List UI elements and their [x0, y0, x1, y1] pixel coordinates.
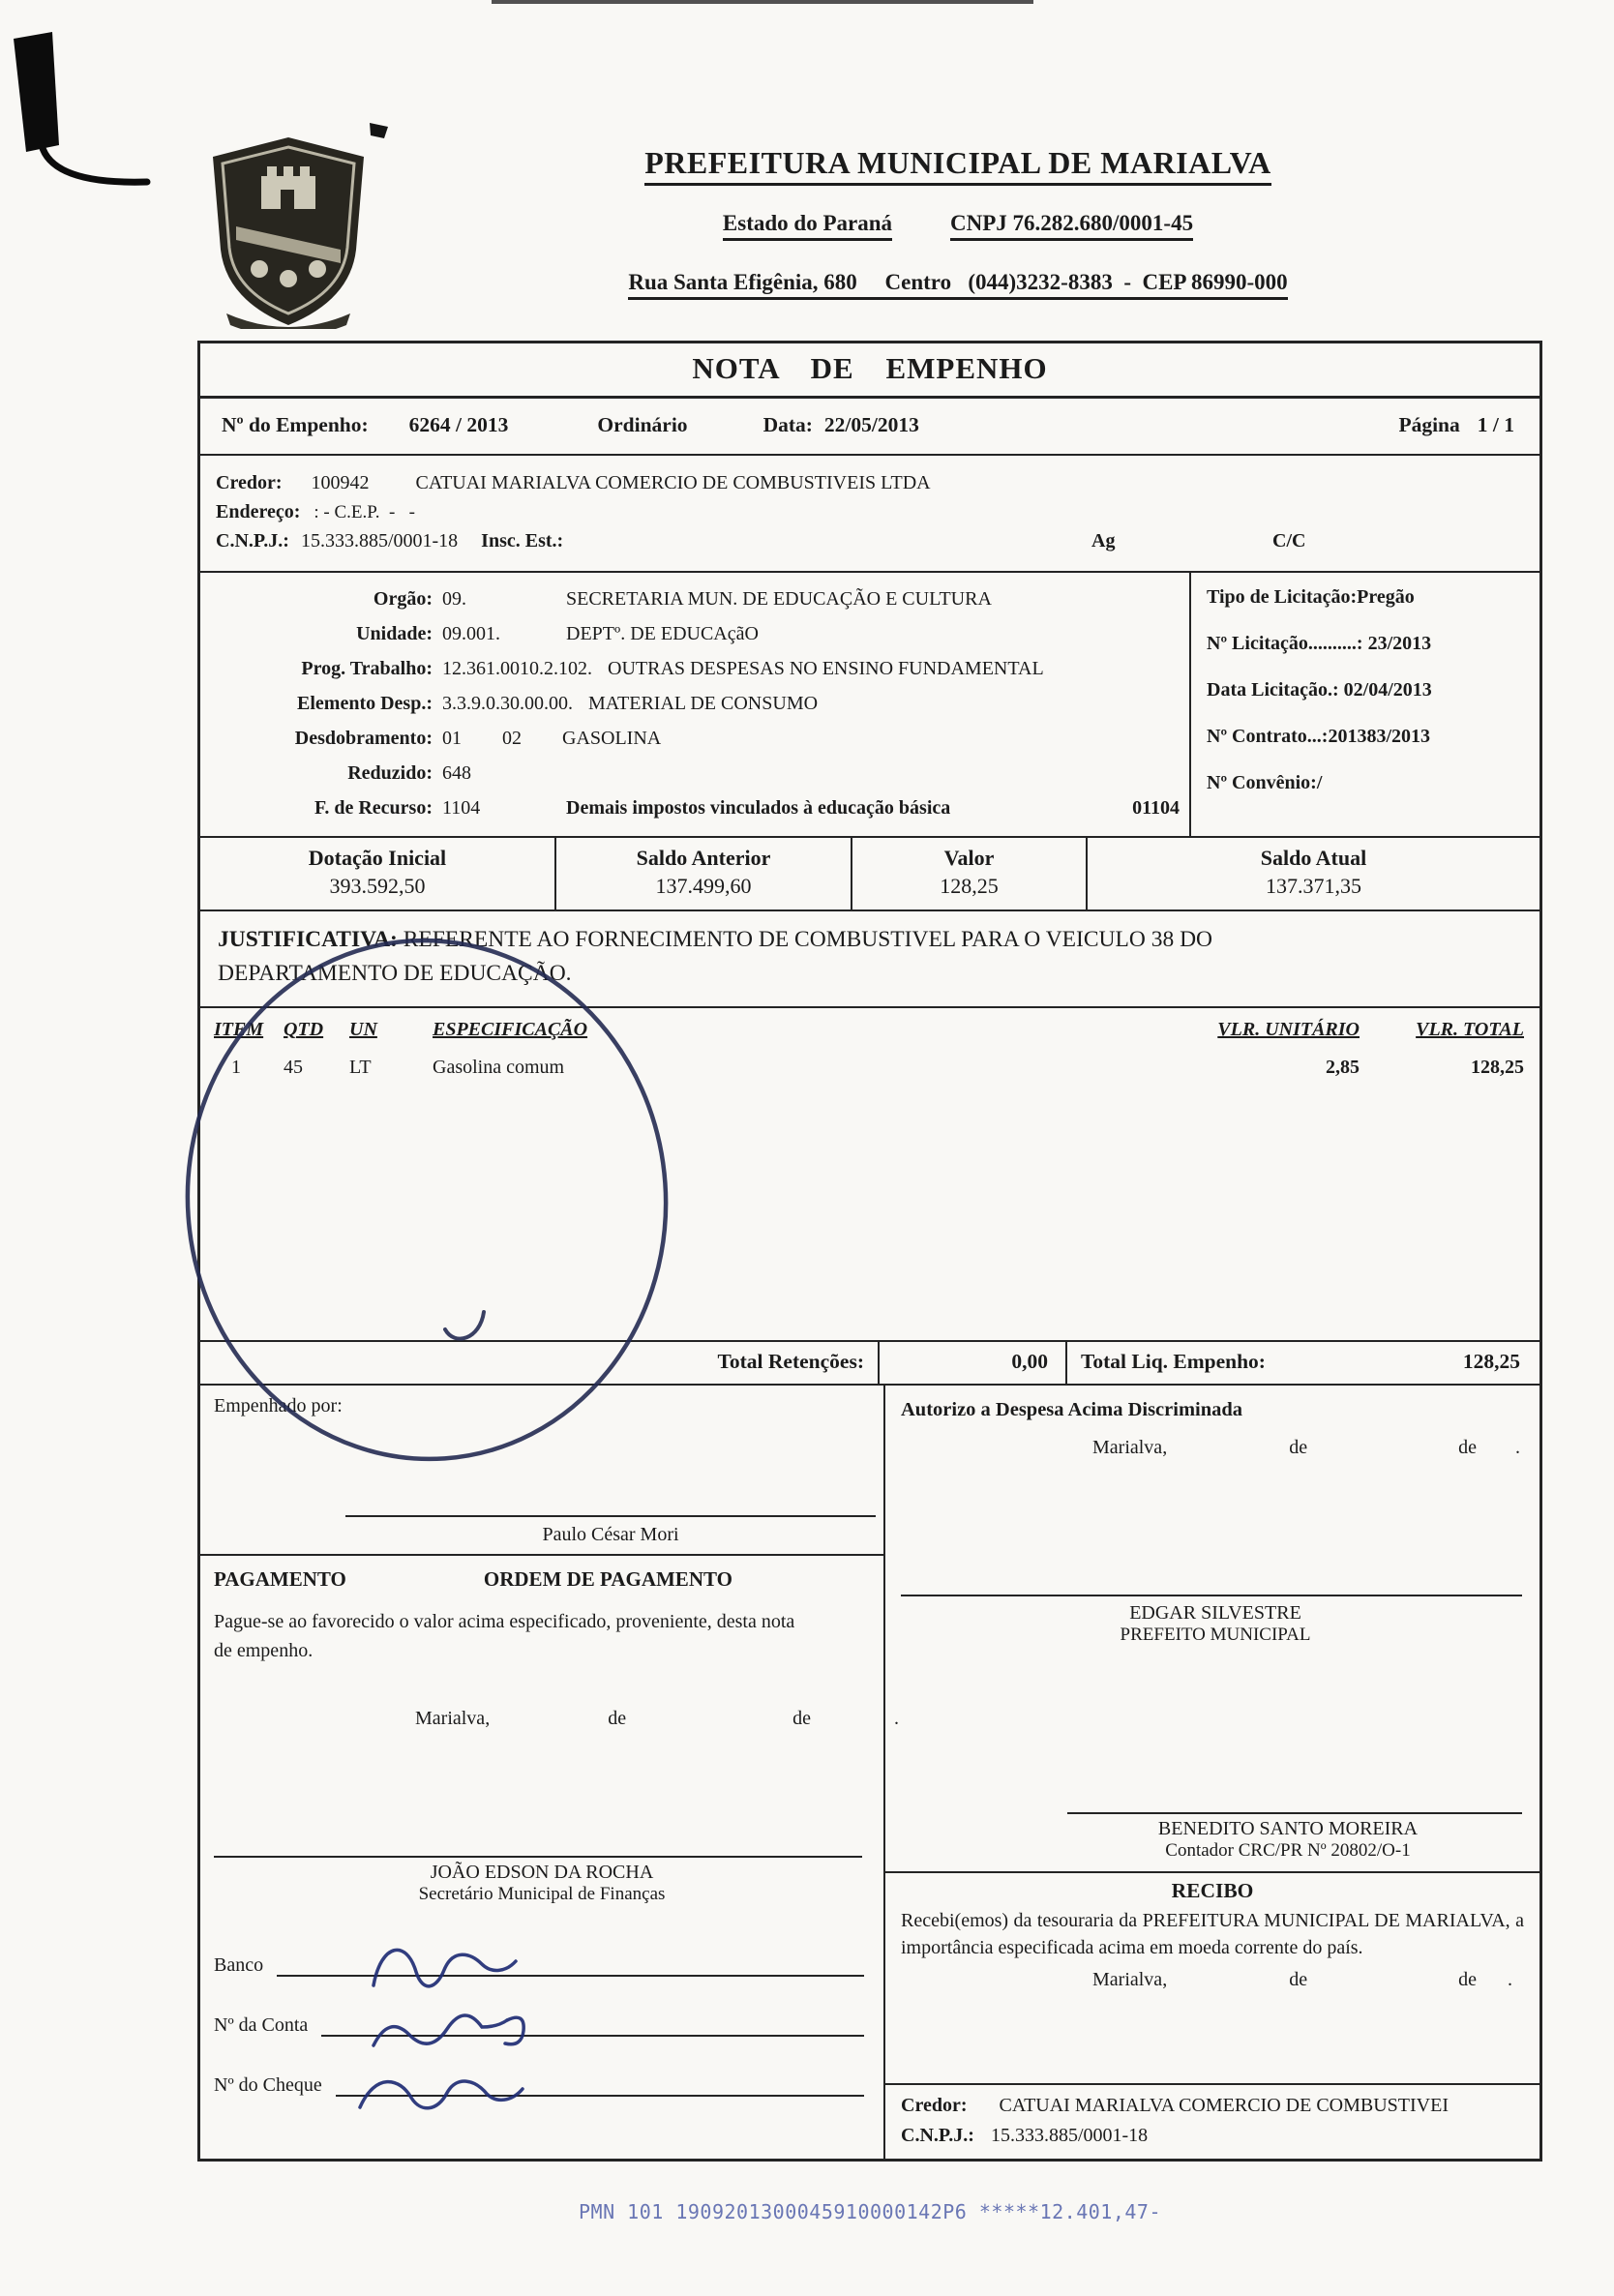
finance-secretary-name: JOÃO EDSON DA ROCHA: [430, 1861, 654, 1883]
payment-headers: [214, 1567, 870, 1592]
empenho-info-row: [200, 399, 1539, 456]
accountant-signature: [1046, 1818, 1530, 1862]
receipt-cnpj-row: [901, 2125, 1526, 2147]
previous-balance-value: 137.499,60: [655, 874, 752, 898]
organ-code: 09.: [442, 588, 466, 610]
item-col-header: ITEM: [214, 1018, 264, 1040]
period-mark: .: [893, 1707, 899, 1729]
authorization-title: Autorizo a Despesa Acima Discriminada: [901, 1398, 1243, 1420]
mayor-title: PREFEITO MUNICIPAL: [1120, 1624, 1311, 1645]
committed-by-label: Empenhado por:: [214, 1394, 343, 1416]
empenho-number-label: Nº do Empenho:: [222, 413, 369, 436]
nota-de-empenho-document: [197, 124, 1542, 2223]
unit-code: 09.001.: [442, 623, 500, 644]
totals-row: [200, 1342, 1539, 1386]
work-program-desc: OUTRAS DESPESAS NO ENSINO FUNDAMENTAL: [608, 658, 1044, 679]
creditor-cnpj-value: 15.333.885/0001-18: [300, 530, 459, 552]
receipt-creditor-block: [885, 2083, 1539, 2159]
net-total-label: Total Liq. Empenho:: [1081, 1349, 1266, 1373]
receipt-block: [885, 1871, 1539, 2083]
signatures-section: [200, 1386, 1539, 2159]
period-mark: .: [1508, 1968, 1512, 1990]
balances-table: [200, 838, 1539, 911]
bidding-number: Nº Licitação..........: 23/2013: [1207, 633, 1432, 654]
form-frame: [197, 341, 1542, 2162]
municipal-coat-of-arms-icon: [203, 134, 374, 329]
document-type-title: NOTA DE EMPENHO: [200, 343, 1539, 399]
totals-spacer: [200, 1342, 657, 1384]
payment-order-title: ORDEM DE PAGAMENTO: [483, 1566, 732, 1591]
funding-source-code: 1104: [442, 797, 481, 819]
bank-fill-line: [277, 1948, 864, 1977]
receipt-cnpj-value: 15.333.885/0001-18: [990, 2124, 1149, 2146]
creditor-address-row: [216, 501, 1524, 523]
city-name: Marialva,: [415, 1707, 491, 1729]
receipt-text: Recebi(emos) da tesouraria da PREFEITURA MUNICIPAL DE MARIALVA, a importância especificada acima em moeda corrente do país.: [901, 1909, 1524, 1958]
creditor-address-label: Endereço:: [216, 501, 301, 522]
creditor-code: 100942: [311, 472, 370, 493]
city-name: Marialva,: [1092, 1436, 1168, 1458]
previous-balance-cell: [556, 838, 852, 909]
mayor-name: EDGAR SILVESTRE: [1129, 1601, 1301, 1624]
item-row: [200, 1041, 1539, 1079]
item-quantity: 45: [284, 1056, 303, 1078]
current-balance-label: Saldo Atual: [1260, 846, 1367, 870]
previous-balance-label: Saldo Anterior: [636, 846, 771, 870]
justification-text: REFERENTE AO FORNECIMENTO DE COMBUSTIVEL PARA O VEICULO 38 DO DEPARTAMENTO DE EDUCAÇÃO.: [218, 927, 1213, 987]
expense-element-code: 3.3.9.0.30.00.00.: [442, 693, 573, 714]
check-fill-line: [336, 2068, 864, 2097]
value-label: Valor: [943, 846, 995, 870]
value-amount: 128,25: [940, 874, 999, 898]
net-total-value: 128,25: [1462, 1349, 1520, 1373]
justification-section: [200, 911, 1539, 1008]
work-program-label: Prog. Trabalho:: [301, 658, 433, 679]
spec-col-header: ESPECIFICAÇÃO: [433, 1018, 588, 1040]
current-balance-value: 137.371,35: [1266, 874, 1361, 898]
receipt-creditor-row: [901, 2095, 1526, 2117]
cnpj-header-value: CNPJ 76.282.680/0001-45: [950, 211, 1193, 241]
bank-label: Banco: [214, 1953, 264, 1976]
initial-allocation-cell: [200, 838, 556, 909]
breakdown-label: Desdobramento:: [294, 728, 433, 749]
of-word: de: [608, 1707, 627, 1729]
unit-price-col-header: VLR. UNITÁRIO: [1217, 1018, 1360, 1040]
expense-element-row: [200, 686, 1189, 721]
receipt-title: RECIBO: [1171, 1878, 1254, 1902]
item-unit-price: 2,85: [1326, 1056, 1360, 1078]
organ-label: Orgão:: [373, 588, 433, 610]
signature-line: [1067, 1812, 1522, 1814]
creditor-row: [216, 472, 1524, 494]
authorization-block: [885, 1386, 1539, 1871]
receipt-creditor-label: Credor:: [901, 2094, 968, 2116]
item-total-price: 128,25: [1471, 1056, 1524, 1078]
breakdown-row: [200, 721, 1189, 756]
unit-col-header: UN: [349, 1018, 377, 1040]
initial-allocation-label: Dotação Inicial: [308, 846, 447, 870]
city-date-line: [214, 1707, 899, 1730]
value-cell: [852, 838, 1088, 909]
payment-order-block: [200, 1554, 899, 2159]
account-number-label: Nº da Conta: [214, 2013, 309, 2036]
payment-instruction-text: Pague-se ao favorecido o valor acima especificado, proveniente, desta nota de empenho.: [214, 1610, 795, 1661]
expense-element-label: Elemento Desp.:: [297, 693, 433, 714]
creditor-address-value: : - C.E.P. - -: [314, 502, 415, 522]
empenho-number-value: 6264 / 2013: [408, 413, 509, 436]
finance-secretary-title: Secretário Municipal de Finanças: [418, 1883, 666, 1904]
signature-line: [345, 1515, 876, 1517]
receipt-creditor-name: CATUAI MARIALVA COMERCIO DE COMBUSTIVEI: [999, 2094, 1449, 2116]
funding-source-desc: Demais impostos vinculados à educação básica: [566, 797, 951, 819]
creditor-label: Credor:: [216, 472, 283, 493]
state-registration-label: Insc. Est.:: [481, 530, 564, 552]
signature-line: [901, 1595, 1522, 1596]
of-word: de: [1458, 1436, 1477, 1458]
city-name: Marialva,: [1092, 1968, 1168, 1990]
check-field: [214, 2064, 864, 2097]
work-program-row: [200, 651, 1189, 686]
date-label: Data:: [762, 413, 813, 436]
unit-label: Unidade:: [356, 623, 433, 644]
agreement-number: Nº Convênio:/: [1207, 772, 1323, 793]
creditor-cnpj-label: C.N.P.J.:: [216, 530, 289, 552]
breakdown-code: 01: [442, 728, 462, 749]
expense-element-desc: MATERIAL DE CONSUMO: [588, 693, 819, 714]
bank-fields: [214, 1944, 870, 2097]
payment-column: [200, 1386, 899, 2159]
funding-source-extra-code: 01104: [1132, 797, 1180, 819]
page-label: Página: [1398, 413, 1460, 436]
organ-row: [200, 581, 1189, 616]
work-program-code: 12.361.0010.2.102.: [442, 658, 592, 679]
accountant-title: Contador CRC/PR Nº 20802/O-1: [1165, 1839, 1411, 1861]
header-text-block: [374, 134, 1542, 329]
item-number: 1: [231, 1056, 241, 1078]
dot-matrix-footer: PMN 101 1909201300045910000142P6 *****12.401,47-: [579, 2199, 1161, 2223]
account-field: [214, 2004, 864, 2037]
classification-rows: [200, 573, 1189, 836]
unit-desc: DEPTº. DE EDUCAçãO: [566, 623, 759, 644]
document-header: [197, 124, 1542, 341]
city-date-line: [901, 1969, 1524, 1991]
total-col-header: VLR. TOTAL: [1416, 1018, 1524, 1040]
reduced-label: Reduzido:: [347, 762, 433, 784]
retentions-value: 0,00: [878, 1342, 1067, 1384]
municipality-title: PREFEITURA MUNICIPAL DE MARIALVA: [644, 145, 1270, 186]
authorization-column: [885, 1386, 1539, 2159]
of-word: de: [1458, 1968, 1477, 1990]
committed-by-block: [200, 1386, 883, 1554]
page-indicator: [1398, 413, 1514, 437]
items-table: [200, 1008, 1539, 1342]
retentions-label: Total Retenções:: [717, 1349, 864, 1373]
bidding-info-column: [1189, 573, 1539, 836]
items-table-header: [200, 1008, 1539, 1041]
bank-field: [214, 1944, 864, 1977]
breakdown-desc: GASOLINA: [562, 728, 662, 749]
period-mark: .: [1515, 1436, 1520, 1458]
of-word: de: [1289, 1968, 1308, 1990]
signer-name: Paulo César Mori: [542, 1523, 679, 1545]
payment-title: PAGAMENTO: [214, 1566, 346, 1591]
agency-label: Ag: [1091, 530, 1116, 552]
reduced-code: 648: [442, 762, 471, 784]
state-cnpj-line: [723, 211, 1193, 241]
signature-line: [214, 1856, 862, 1858]
budget-classification-section: [200, 573, 1539, 838]
organ-desc: SECRETARIA MUN. DE EDUCAÇÃO E CULTURA: [566, 588, 992, 610]
check-number-label: Nº do Cheque: [214, 2073, 322, 2096]
unit-row: [200, 616, 1189, 651]
funding-source-label: F. de Recurso:: [314, 797, 433, 819]
creditor-block: [200, 456, 1539, 573]
breakdown-code-2: 02: [502, 728, 522, 749]
accountant-name: BENEDITO SANTO MOREIRA: [1157, 1817, 1419, 1839]
account-fill-line: [321, 2008, 864, 2037]
funding-source-row: [200, 790, 1189, 825]
contract-number: Nº Contrato...:201383/2013: [1207, 726, 1431, 747]
of-word: de: [792, 1707, 811, 1729]
current-balance-cell: [1088, 838, 1539, 909]
date-value: 22/05/2013: [823, 413, 919, 436]
item-unit: LT: [349, 1056, 372, 1078]
creditor-name: CATUAI MARIALVA COMERCIO DE COMBUSTIVEIS LTDA: [415, 472, 931, 493]
of-word: de: [1289, 1436, 1308, 1458]
creditor-cnpj-row: [216, 530, 1524, 552]
bidding-date: Data Licitação.: 02/04/2013: [1207, 679, 1432, 701]
state-label: Estado do Paraná: [723, 211, 892, 241]
page-value: 1 / 1: [1477, 413, 1514, 436]
item-specification: Gasolina comum: [433, 1056, 565, 1078]
justification-label: JUSTIFICATIVA:: [218, 927, 398, 952]
qty-col-header: QTD: [284, 1018, 324, 1040]
address-line: Rua Santa Efigênia, 680 Centro (044)3232-8383 - CEP 86990-000: [628, 270, 1287, 300]
finance-secretary-signature: [214, 1856, 870, 1905]
city-date-line: [901, 1437, 1530, 1459]
initial-allocation-value: 393.592,50: [329, 874, 426, 898]
empenho-type: Ordinário: [597, 413, 688, 436]
bidding-type: Tipo de Licitação:Pregão: [1207, 586, 1415, 608]
account-label: C/C: [1272, 530, 1306, 552]
receipt-cnpj-label: C.N.P.J.:: [901, 2124, 974, 2146]
reduced-code-row: [200, 756, 1189, 790]
